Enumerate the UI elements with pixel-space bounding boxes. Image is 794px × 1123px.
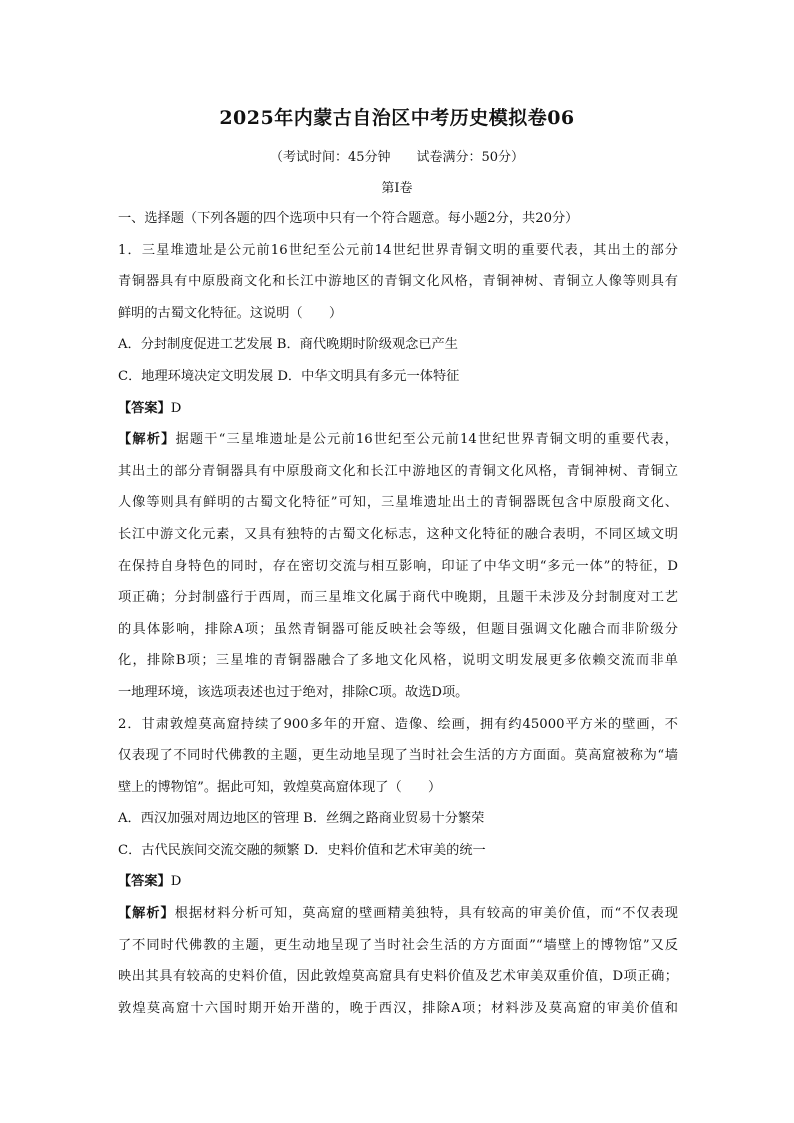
answer-tag: 【答案】 <box>118 400 171 416</box>
q2-analysis-line: 了不同时代佛教的主题，更生动地呈现了当时社会生活的方方面面”“墙壁上的博物馆”又反 <box>118 937 678 953</box>
volume-label: 第Ⅰ卷 <box>381 181 413 196</box>
full-score: 试卷满分：50分） <box>416 150 525 165</box>
exam-time: （考试时间：45分钟 <box>269 150 391 165</box>
q1-option-line: A．分封制度促进工艺发展 B．商代晚期时阶级观念已产生 <box>118 337 458 353</box>
q2-analysis-line: 映出其具有较高的史料价值，因此敦煌莫高窟具有史料价值及艺术审美双重价值，D项正确； <box>118 969 678 985</box>
analysis-tag: 【解析】 <box>118 906 175 922</box>
q2-analysis-line <box>118 898 678 930</box>
q1-analysis-line: 人像等则具有鲜明的古蜀文化特征”可知，三星堆遗址出土的青铜器既包含中原殷商文化、 <box>118 495 678 511</box>
answer-value: D <box>170 400 182 416</box>
q2-stem-line: 2．甘肃敦煌莫高窟持续了900多年的开窟、造像、绘画，拥有约45000平方米的壁画，不 <box>118 716 678 732</box>
q1-analysis-line: 项正确；分封制盛行于西周，而三星堆文化属于商代中晚期，且题干未涉及分封制度对工艺 <box>118 590 678 606</box>
q1-analysis-line: 其出土的部分青铜器具有中原殷商文化和长江中游地区的青铜文化风格，青铜神树、青铜立 <box>118 463 678 479</box>
q2-answer <box>118 866 678 898</box>
exam-info <box>0 146 794 165</box>
q1-analysis-line: 长江中游文化元素，又具有独特的古蜀文化标志，这种文化特征的融合表明，不同区域文明 <box>118 526 678 542</box>
q1-analysis-line: 的具体影响，排除A项；虽然青铜器可能反映社会等级，但题目强调文化融合而非阶级分 <box>118 621 678 637</box>
q2-stem-line: 壁上的博物馆”。据此可知，敦煌莫高窟体现了（ ） <box>118 779 442 795</box>
section-heading: 一、选择题（下列各题的四个选项中只有一个符合题意。每小题2分，共20分） <box>118 211 579 226</box>
q2-stem-line: 仅表现了不同时代佛教的主题，更生动地呈现了当时社会生活的方方面面。莫高窟被称为“墙 <box>118 748 678 764</box>
q1-analysis-line: 化，排除B项；三星堆的青铜器融合了多地文化风格，说明文明发展更多依赖交流而非单 <box>118 653 678 669</box>
analysis-text: 根据材料分析可知，莫高窟的壁画精美独特，具有较高的审美价值，而“不仅表现 <box>174 906 678 922</box>
q1-stem-line: 1．三星堆遗址是公元前16世纪至公元前14世纪世界青铜文明的重要代表，其出土的部分 <box>118 242 678 258</box>
answer-value: D <box>170 874 182 890</box>
q1-stem-line: 鲜明的古蜀文化特征。这说明（ ） <box>118 305 343 321</box>
q2-option-line: A．西汉加强对周边地区的管理 B．丝绸之路商业贸易十分繁荣 <box>118 811 485 827</box>
question-content <box>118 203 678 1024</box>
analysis-text: 据题干“三星堆遗址是公元前16世纪至公元前14世纪世界青铜文明的重要代表， <box>175 432 678 448</box>
q2-analysis-line: 敦煌莫高窟十六国时期开始开凿的，晚于西汉，排除A项；材料涉及莫高窟的审美价值和 <box>118 1000 678 1016</box>
answer-tag: 【答案】 <box>118 874 171 890</box>
q1-stem-line: 青铜器具有中原殷商文化和长江中游地区的青铜文化风格，青铜神树、青铜立人像等则具有 <box>118 274 678 290</box>
q1-analysis-line <box>118 424 678 456</box>
q1-analysis-line: 一地理环境，该选项表述也过于绝对，排除C项。故选D项。 <box>118 684 469 700</box>
q2-option-line: C．古代民族间交流交融的频繁 D．史料价值和艺术审美的统一 <box>118 842 486 858</box>
q1-analysis-line: 在保持自身特色的同时，存在密切交流与相互影响，印证了中华文明“多元一体”的特征，D <box>118 558 678 574</box>
q1-answer <box>118 393 678 425</box>
q1-option-line: C．地理环境决定文明发展 D．中华文明具有多元一体特征 <box>118 368 460 384</box>
document-title: 2025年内蒙古自治区中考历史模拟卷06 <box>219 107 575 129</box>
analysis-tag: 【解析】 <box>118 432 176 448</box>
